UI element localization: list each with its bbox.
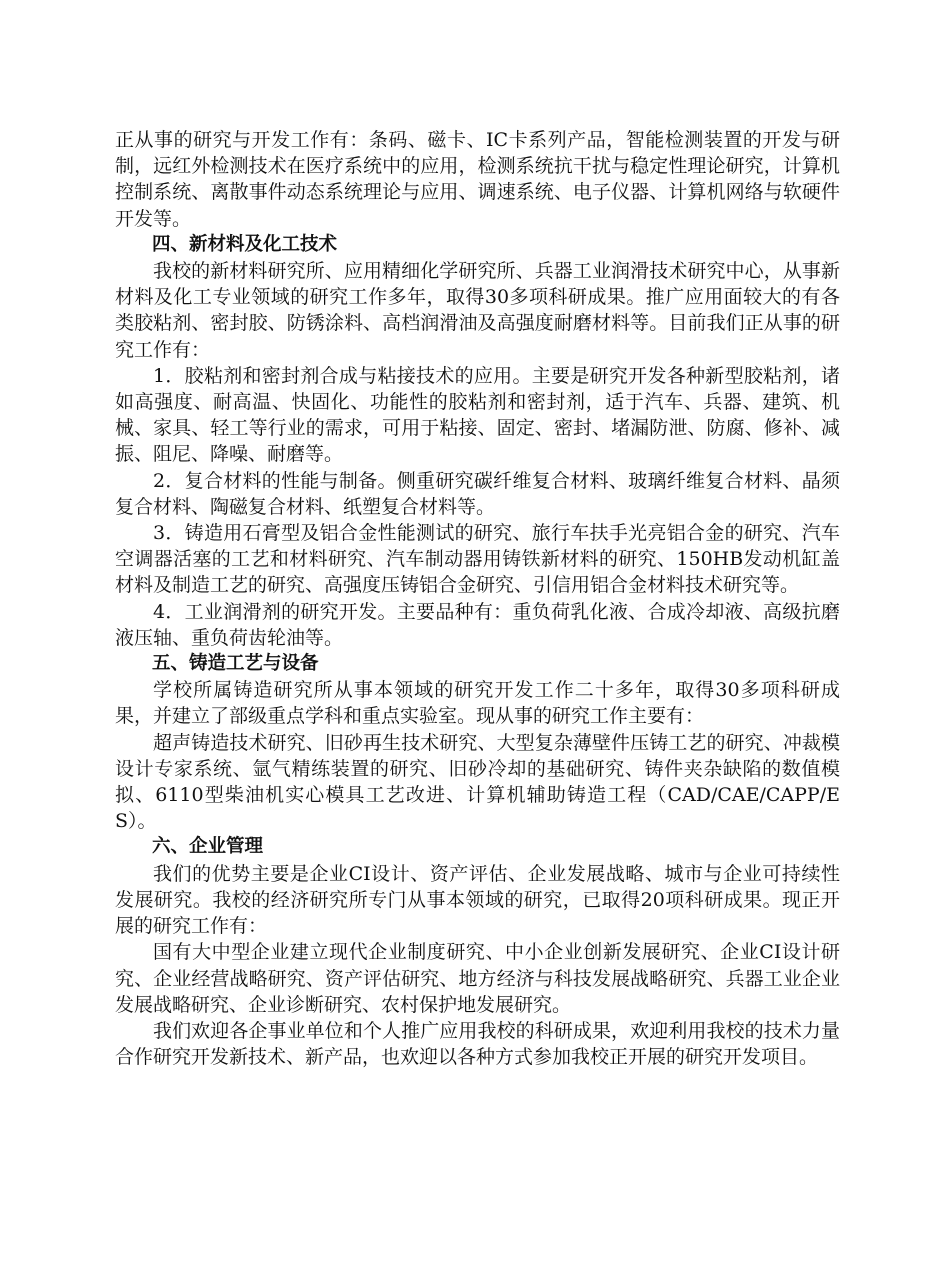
composites-paragraph: 2．复合材料的性能与制备。侧重研究碳纤维复合材料、玻璃纤维复合材料、晶须复合材料、陶磁复合材料、纸塑复合材料等。	[115, 469, 840, 518]
new-materials-intro-paragraph: 我校的新材料研究所、应用精细化学研究所、兵器工业润滑技术研究中心，从事新材料及化工专业领域的研究工作多年，取得30多项科研成果。推广应用面较大的有各类胶粘剂、密封胶、防锈涂料、高档润滑油及高强度耐磨材料等。目前我们正从事的研究工作有：	[115, 260, 840, 361]
section-heading-casting: 五、铸造工艺与设备	[152, 653, 319, 675]
document-page	[115, 127, 840, 1070]
section-heading-new-materials: 四、新材料及化工技术	[152, 233, 338, 255]
casting-intro-paragraph: 学校所属铸造研究所从事本领域的研究开发工作二十多年，取得30多项科研成果，并建立了部级重点学科和重点实验室。现从事的研究工作主要有：	[115, 679, 840, 728]
management-intro-paragraph: 我们的优势主要是企业CI设计、资产评估、企业发展战略、城市与企业可持续性发展研究。我校的经济研究所专门从事本领域的研究，已取得20项科研成果。现正开展的研究工作有：	[115, 862, 840, 938]
intro-paragraph: 正从事的研究与开发工作有：条码、磁卡、IC卡系列产品，智能检测装置的开发与研制，远红外检测技术在医疗系统中的应用，检测系统抗干扰与稳定性理论研究，计算机控制系统、离散事件动态系统理论与应用、调速系统、电子仪器、计算机网络与软硬件开发等。	[115, 129, 840, 230]
adhesives-paragraph: 1．胶粘剂和密封剂合成与粘接技术的应用。主要是研究开发各种新型胶粘剂，诸如高强度、耐高温、快固化、功能性的胶粘剂和密封剂，适于汽车、兵器、建筑、机械、家具、轻工等行业的需求，可用于粘接、固定、密封、堵漏防泄、防腐、修补、减振、阻尼、降噪、耐磨等。	[115, 364, 840, 466]
lubricants-paragraph: 4．工业润滑剂的研究开发。主要品种有：重负荷乳化液、合成冷却液、高级抗磨液压轴、重负荷齿轮油等。	[115, 600, 840, 649]
management-topics-paragraph: 国有大中型企业建立现代企业制度研究、中小企业创新发展研究、企业CI设计研究、企业经营战略研究、资产评估研究、地方经济与科技发展战略研究、兵器工业企业发展战略研究、企业诊断研究、农村保护地发展研究。	[115, 941, 840, 1016]
closing-paragraph: 我们欢迎各企事业单位和个人推广应用我校的科研成果，欢迎利用我校的技术力量合作研究开发新技术、新产品，也欢迎以各种方式参加我校正开展的研究开发项目。	[115, 1019, 840, 1069]
section-heading-management: 六、企业管理	[152, 836, 264, 858]
casting-topics-paragraph: 超声铸造技术研究、旧砂再生技术研究、大型复杂薄壁件压铸工艺的研究、冲裁模设计专家系统、氩气精练装置的研究、旧砂冷却的基础研究、铸件夹杂缺陷的数值模拟、6110型柴油机实心模具工艺改进、计算机辅助铸造工程（CAD/CAE/CAPP/ES）。	[115, 731, 840, 833]
casting-alloys-paragraph: 3．铸造用石膏型及铝合金性能测试的研究、旅行车扶手光亮铝合金的研究、汽车空调器活塞的工艺和材料研究、汽车制动器用铸铁新材料的研究、150HB发动机缸盖材料及制造工艺的研究、高强度压铸铝合金研究、引信用铝合金材料技术研究等。	[115, 522, 840, 597]
